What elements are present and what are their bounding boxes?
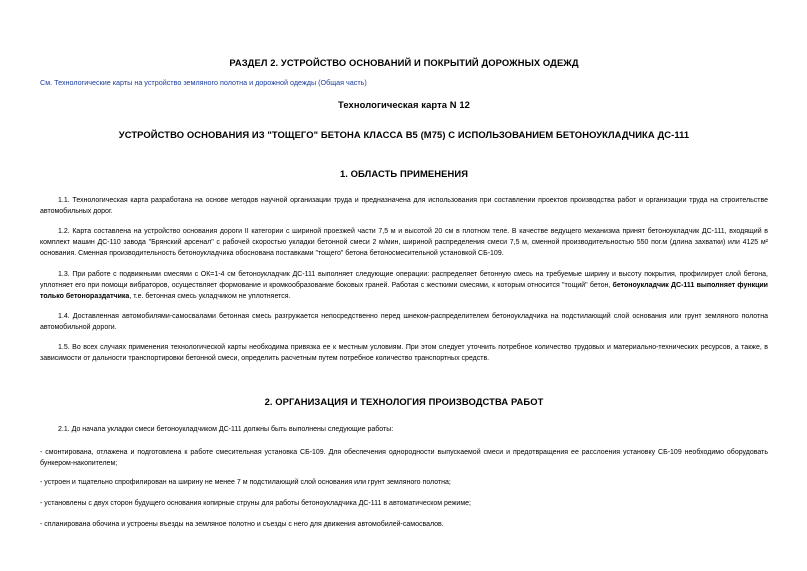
see-also-link[interactable]: См. Технологические карты на устройство земляного полотна и дорожной одежды (Общая часть) [40,78,367,87]
paragraph-1-4 [40,311,768,333]
list-item [40,498,768,509]
paragraph-1-2-text: 1.2. Карта составлена на устройство основания дороги II категории с шириной проезжей части 7,5 м и высотой 20 см в плотном теле. В качестве ведущего механизма принят бетоноукладчик ДС-111, входящий в комплект машин ДС-110 завода "Брянский арсенал" с рабочей скоростью укладки бетонной смеси 2 м/мин, шириной распределения смеси 7,5 м, сменной производительностью 550 пог.м (длина захватки) или 4125 м² основания. Сменная производительность бетоноукладчика обоснована поставками "тощего" бетона бетоносмесительной установкой СБ-109. [40,228,768,257]
list-item-text: - спланирована обочина и устроены въезды на земляное полотно и съезды с него для движения автомобилей-самосвалов. [40,521,444,528]
list-item [40,447,768,469]
paragraph-1-1 [40,195,768,217]
paragraph-1-3-bold: бетоноукладчик ДС-111 выполняет функции только бетонораздатчика [40,282,768,300]
paragraph-1-3-text-b: , т.е. бетонная смесь укладчиком не уплотняется. [129,293,291,300]
paragraph-1-4-text: 1.4. Доставленная автомобилями-самосвалами бетонная смесь разгружается непосредственно перед шнеком-распределителем бетоноукладчика на подстилающий слой основания или грунт земляного полотна автомобильной дороги. [40,313,768,331]
paragraph-1-3-text-a: 1.3. При работе с подвижными смесями с ОК=1-4 см бетоноукладчик ДС-111 выполняет следующие операции: распределяет бетонную смесь на требуемые ширину и высоту покрытия, профилирует слой бетона, уплотняет его при помощи вибраторов, осуществляет формование и кромкообразование боковых граней. Работая с жесткими смесями, к которым относится "тощий" бетон, [40,271,768,289]
section1-title: 1. ОБЛАСТЬ ПРИМЕНЕНИЯ [339,168,469,179]
list-item-text: - устроен и тщательно спрофилирован на ширину не менее 7 м подстилающий слой основания или грунт земляного полотна; [40,479,451,486]
section-heading: РАЗДЕЛ 2. УСТРОЙСТВО ОСНОВАНИЙ И ПОКРЫТИЙ ДОРОЖНЫХ ОДЕЖД [229,57,579,68]
list-item [40,477,768,488]
paragraph-1-2 [40,226,768,259]
card-number: Технологическая карта N 12 [338,99,470,110]
list-item [40,519,768,530]
paragraph-1-5 [40,342,768,364]
paragraph-1-3 [40,269,768,302]
paragraph-1-5-text: 1.5. Во всех случаях применения технологической карты необходима привязка ее к местным условиям. При этом следует уточнить потребное количество трудовых и материально-технических ресурсов, а также, в зависимости от дальности транспортировки бетонной смеси, определить расчетным путем потребное количество транспортных средств. [40,344,768,362]
paragraph-2-1 [40,424,768,435]
list-item-text: - установлены с двух сторон будущего основания копирные струны для работы бетоноукладчика ДС-111 в автоматическом режиме; [40,500,471,507]
paragraph-1-1-text: 1.1. Технологическая карта разработана на основе методов научной организации труда и предназначена для использования при составлении проектов производства работ и организации труда на строительстве автомобильных дорог. [40,197,768,215]
list-item-text: - смонтирована, отлажена и подготовлена к работе смесительная установка СБ-109. Для обеспечения однородности выпускаемой смеси и предотвращения ее расслоения установку СБ-109 необходимо оборудовать бункером-накопителем; [40,449,768,467]
card-title: УСТРОЙСТВО ОСНОВАНИЯ ИЗ "ТОЩЕГО" БЕТОНА КЛАССА В5 (М75) С ИСПОЛЬЗОВАНИЕМ БЕТОНОУКЛАДЧИКА ДС-111 [118,129,690,140]
paragraph-2-1-text: 2.1. До начала укладки смеси бетоноукладчиком ДС-111 должны быть выполнены следующие работы: [58,426,394,433]
section2-title: 2. ОРГАНИЗАЦИЯ И ТЕХНОЛОГИЯ ПРОИЗВОДСТВА РАБОТ [264,396,544,407]
